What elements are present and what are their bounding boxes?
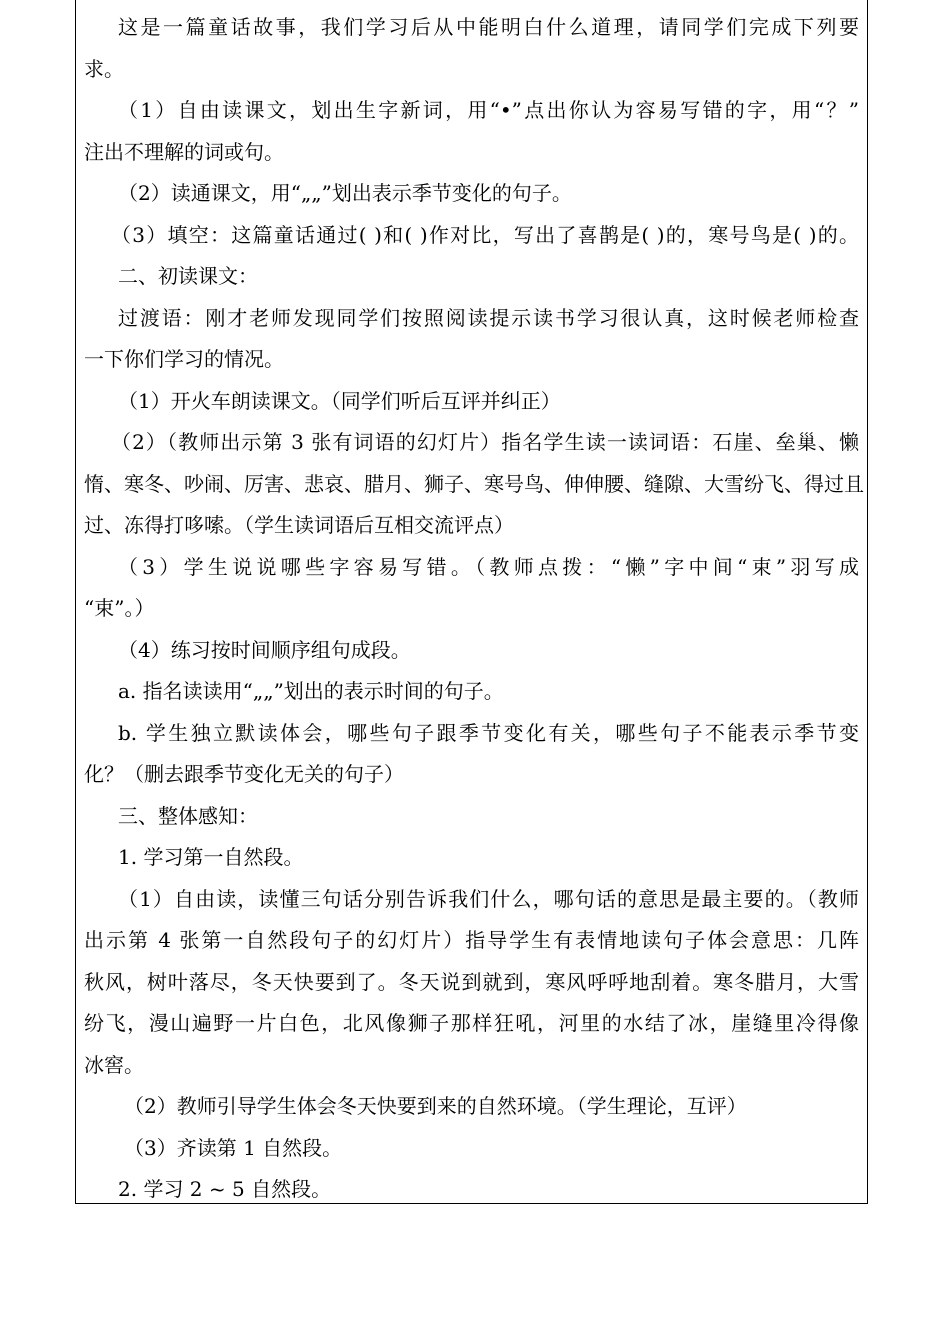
subsection-heading: 2. 学习 2 ~ 5 自然段。: [118, 1177, 332, 1201]
text-line: （2）读通课文，用“„„”划出表示季节变化的句子。: [118, 181, 572, 205]
text-line: “束”。）: [84, 596, 155, 620]
text-line: 过渡语：刚才老师发现同学们按照阅读提示读书学习很认真，这时候老师检查: [118, 305, 859, 330]
text-line: a. 指名读读用“„„”划出的表示时间的句子。: [118, 679, 504, 703]
text-line: （1）自由读课文，划出生字新词，用“•”点出你认为容易写错的字，用“？”: [118, 98, 859, 122]
text-line: 惰、寒冬、吵闹、厉害、悲哀、腊月、狮子、寒号鸟、伸伸腰、缝隙、大雪纷飞、得过且: [84, 471, 864, 496]
text-line: （3）学生说说哪些字容易写错。（教师点拨：“懒”字中间“束”羽写成: [118, 554, 859, 579]
text-line: 化？（删去跟季节变化无关的句子）: [84, 762, 404, 786]
text-line: 过、冻得打哆嗦。（学生读词语后互相交流评点）: [84, 513, 514, 537]
text-line: 冰窖。: [84, 1052, 144, 1077]
text-line: 求。: [84, 56, 124, 81]
text-line: （2）教师引导学生体会冬天快要到来的自然环境。（学生理论，互评）: [124, 1094, 747, 1118]
text-line: 秋风，树叶落尽，冬天快要到了。冬天说到就到，寒风呼呼地刮着。寒冬腊月，大雪: [84, 969, 859, 994]
subsection-heading: 1. 学习第一自然段。: [118, 845, 304, 869]
text-line: （3）齐读第 1 自然段。: [124, 1135, 343, 1160]
section-heading: 三、整体感知：: [118, 803, 258, 828]
text-line: （1）开火车朗读课文。（同学们听后互评并纠正）: [118, 388, 561, 413]
text-line: b. 学生独立默读体会，哪些句子跟季节变化有关，哪些句子不能表示季节变: [118, 720, 859, 745]
text-line: （4）练习按时间顺序组句成段。: [118, 637, 411, 662]
text-line: 这是一篇童话故事，我们学习后从中能明白什么道理，请同学们完成下列要: [118, 15, 859, 39]
text-line: （3）填空：这篇童话通过( )和( )作对比，写出了喜鹊是( )的，寒号鸟是( )的。: [111, 222, 859, 247]
text-line: 注出不理解的词或句。: [84, 139, 284, 164]
document-table-cell: [75, 0, 868, 1204]
section-heading: 二、初读课文：: [118, 264, 258, 288]
text-line: 一下你们学习的情况。: [84, 347, 284, 371]
document-body: [84, 7, 864, 1211]
text-line: （2）（教师出示第 3 张有词语的幻灯片）指名学生读一读词语：石崖、垒巢、懒: [111, 430, 859, 454]
text-line: （1）自由读，读懂三句话分别告诉我们什么，哪句话的意思是最主要的。（教师: [118, 886, 859, 911]
text-line: 出示第 4 张第一自然段句子的幻灯片）指导学生有表情地读句子体会意思：几阵: [84, 928, 859, 952]
text-line: 纷飞，漫山遍野一片白色，北风像狮子那样狂吼，河里的水结了冰，崖缝里冷得像: [84, 1011, 859, 1035]
